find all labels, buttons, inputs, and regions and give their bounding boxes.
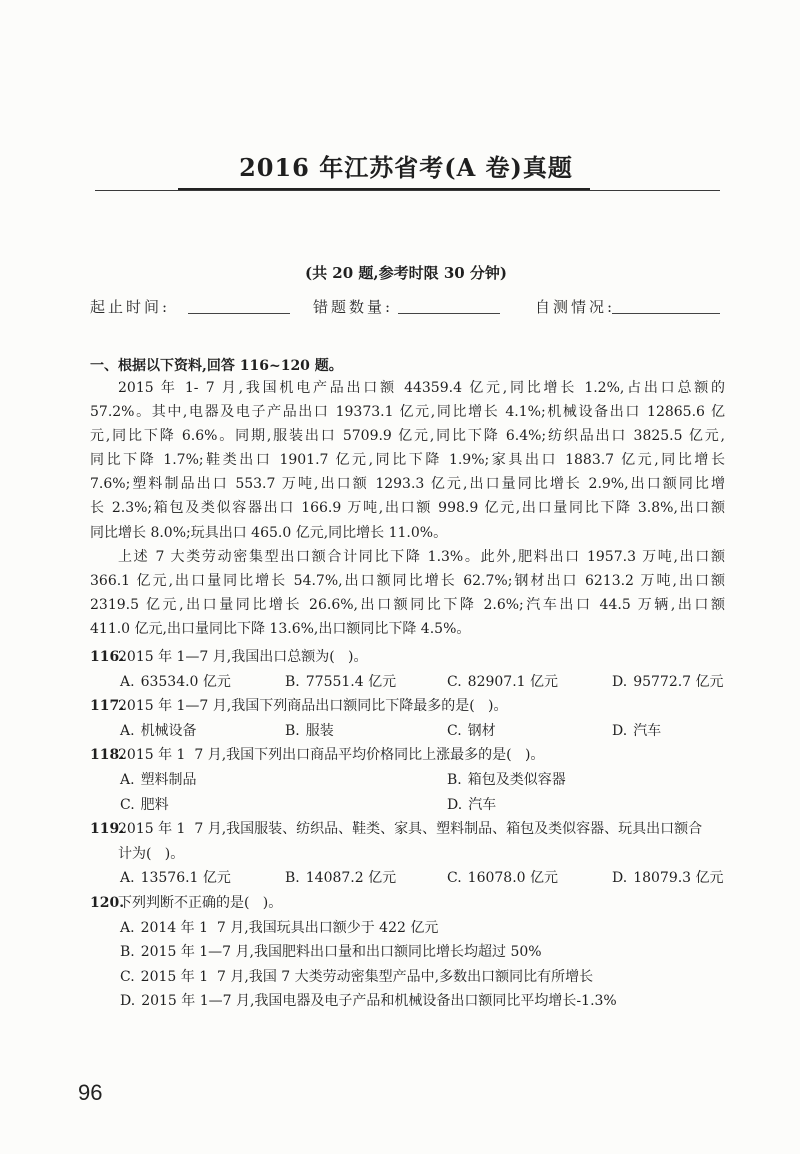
question-stem: 下列判断不正确的是( )。 [118,894,283,911]
option-a: A. 13576.1 亿元 [120,870,231,887]
question-stem: 2015 年 1—7 月,我国下列商品出口额同比下降最多的是( )。 [118,698,508,715]
title-rule-thin [95,190,720,191]
question-119-options [0,866,800,891]
question-116-options [0,670,800,695]
self-test-blank [612,313,720,314]
exam-subtitle: (共 20 题,参考时限 30 分钟) [304,264,508,282]
question-117-options [0,719,800,744]
option-b: B. 2015 年 1—7 月,我国肥料出口量和出口额同比增长均超过 50% [120,944,542,961]
option-b: B. 14087.2 亿元 [285,870,397,887]
option-a: A. 2014 年 1 7 月,我国玩具出口额少于 422 亿元 [120,919,439,936]
title-rule-thick [178,188,590,190]
option-d: D. 汽车 [612,722,662,739]
material-line: 元,同比下降 6.6%。同期,服装出口 5709.9 亿元,同比下降 6.4%;纺织品出口 3825.5 亿元, [90,428,725,445]
page-number: 96 [78,1080,103,1105]
error-count-label: 错题数量: [313,298,394,316]
page-title: 2016 年江苏省考(A 卷)真题 [239,153,573,182]
option-c: C. 肥料 [120,796,169,813]
option-b: B. 箱包及类似容器 [447,771,566,788]
material-line: 同比增长 8.0%;玩具出口 465.0 亿元,同比增长 11.0%。 [90,524,448,541]
material-line: 57.2%。其中,电器及电子产品出口 19373.1 亿元,同比增长 4.1%;机械设备出口 12865.6 亿 [90,404,725,421]
question-116-stem [0,645,800,670]
option-c: C. 钢材 [447,722,496,739]
start-time-label: 起止时间: [90,298,171,316]
question-118-options-ab [0,768,800,793]
option-d: D. 2015 年 1—7 月,我国电器及电子产品和机械设备出口额同比平均增长-1.3% [120,993,617,1010]
option-b: B. 服装 [285,722,334,739]
question-number: 120. [90,894,125,911]
material-text [90,376,725,641]
material-line: 2319.5 亿元,出口量同比增长 26.6%,出口额同比下降 2.6%;汽车出口 44.5 万辆,出口额 [90,596,725,613]
option-a: A. 塑料制品 [120,771,197,788]
option-a: A. 63534.0 亿元 [120,673,231,690]
question-120-option-b [0,940,800,965]
question-119-stem-cont [0,842,800,867]
material-line: 7.6%;塑料制品出口 553.7 万吨,出口额 1293.3 亿元,出口量同比增长 2.9%,出口额同比增 [90,476,725,493]
question-number: 117. [90,698,125,715]
question-list [0,645,800,1014]
question-119-stem [0,817,800,842]
question-120-stem [0,891,800,916]
question-117-stem [0,694,800,719]
material-line: 上述 7 大类劳动密集型出口额合计同比下降 1.3%。此外,肥料出口 1957.3 万吨,出口额 [118,548,725,565]
material-line: 长 2.3%;箱包及类似容器出口 166.9 万吨,出口额 998.9 亿元,出口量同比下降 3.8%,出口额 [90,500,725,517]
material-line: 366.1 亿元,出口量同比增长 54.7%,出口额同比增长 62.7%;钢材出口 6213.2 万吨,出口额 [90,572,725,589]
option-d: D. 95772.7 亿元 [612,673,724,690]
question-120-option-a [0,916,800,941]
question-120-option-c [0,965,800,990]
section-heading: 一、根据以下资料,回答 116~120 题。 [90,358,343,374]
option-c: C. 2015 年 1 7 月,我国 7 大类劳动密集型产品中,多数出口额同比有所增长 [120,968,594,985]
self-test-label: 自测情况: [535,298,616,316]
option-b: B. 77551.4 亿元 [285,673,397,690]
question-number: 119. [90,821,125,838]
material-line: 411.0 亿元,出口量同比下降 13.6%,出口额同比下降 4.5%。 [90,620,471,637]
question-118-options-cd [0,793,800,818]
option-c: C. 82907.1 亿元 [447,673,559,690]
question-stem: 2015 年 1 7 月,我国下列出口商品平均价格同比上涨最多的是( )。 [118,747,545,764]
question-stem-continuation: 计为( )。 [118,845,185,862]
material-line: 同比下降 1.7%;鞋类出口 1901.7 亿元,同比下降 1.9%;家具出口 1883.7 亿元,同比增长 [90,452,725,469]
error-count-blank [398,313,500,314]
material-line: 2015 年 1- 7 月,我国机电产品出口额 44359.4 亿元,同比增长 1.2%,占出口总额的 [118,380,725,396]
question-stem: 2015 年 1 7 月,我国服装、纺织品、鞋类、家具、塑料制品、箱包及类似容器、玩具出口额合 [118,821,703,838]
option-a: A. 机械设备 [120,722,197,739]
question-number: 118. [90,747,125,764]
question-120-option-d [0,989,800,1014]
question-number: 116. [90,649,125,665]
question-stem: 2015 年 1—7 月,我国出口总额为( )。 [118,649,368,665]
option-c: C. 16078.0 亿元 [447,870,559,887]
option-d: D. 18079.3 亿元 [612,870,724,887]
question-118-stem [0,743,800,768]
start-time-blank [188,313,290,314]
option-d: D. 汽车 [447,796,497,813]
